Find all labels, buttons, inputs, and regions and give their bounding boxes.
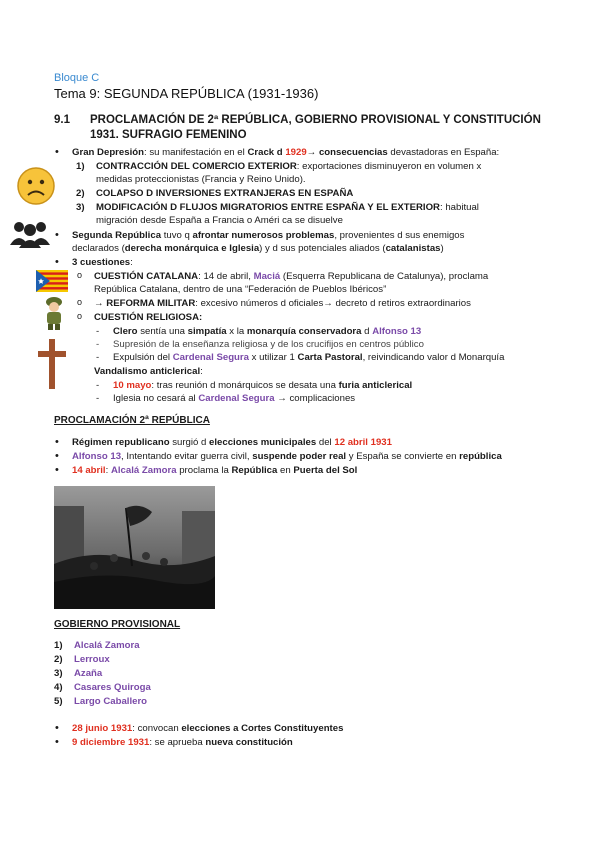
- item-text: : exportaciones disminuyeron en volumen x: [296, 161, 482, 172]
- text: elecciones a Cortes Constituyentes: [181, 723, 344, 734]
- reforma-militar: [94, 297, 471, 310]
- item-number: 4): [54, 682, 63, 693]
- cross-icon: [36, 339, 68, 389]
- text: Iglesia no cesará al: [113, 393, 199, 404]
- person-name: Casares Quiroga: [74, 682, 151, 693]
- person-name: Maciá: [253, 271, 281, 282]
- date: 9 diciembre 1931: [72, 737, 150, 748]
- text: CUESTIÓN CATALANA: [94, 271, 199, 282]
- text: Régimen republicano: [72, 437, 170, 448]
- person-name: Alcalá Zamora: [74, 640, 140, 651]
- text: , provenientes d sus enemigos: [334, 230, 465, 241]
- item-number: 5): [54, 696, 63, 707]
- text: x la: [226, 326, 247, 337]
- text: furia anticlerical: [338, 380, 413, 391]
- text: tuvo q: [161, 230, 193, 241]
- text: Puerta del Sol: [293, 465, 358, 476]
- religiosa-item-3: [113, 351, 504, 364]
- bloque-label: Bloque C: [54, 72, 100, 84]
- text: : se aprueba: [149, 737, 206, 748]
- text: :: [105, 465, 111, 476]
- text: monarquía conservadora: [246, 326, 362, 337]
- text: : 14 de abril,: [198, 271, 254, 282]
- person-name: Largo Caballero: [74, 696, 148, 707]
- depresion-bullet: [72, 146, 499, 159]
- text: , reivindicando valor d Monarquía: [362, 352, 505, 363]
- text: catalanistas: [385, 243, 441, 254]
- gobierno-member: [54, 681, 151, 694]
- text: : tras reunión d monárquicos se desata una: [151, 380, 339, 391]
- elecciones-item: [72, 722, 343, 735]
- arrow: →: [306, 147, 319, 158]
- date: 12 abril 1931: [334, 437, 392, 448]
- date: 28 junio 1931: [72, 723, 133, 734]
- text: → complicaciones: [274, 393, 356, 404]
- text: ): [440, 243, 444, 254]
- text: nueva constitución: [205, 737, 293, 748]
- text: CUESTIÓN RELIGIOSA:: [94, 312, 203, 323]
- depresion-term: Gran Depresión: [72, 147, 144, 158]
- gobierno-member: [54, 667, 103, 680]
- text: d: [361, 326, 373, 337]
- text: : su manifestación en el: [143, 147, 248, 158]
- sad-face-icon: [16, 166, 56, 206]
- item-number: 3): [76, 202, 85, 213]
- proclamacion-item-3: [72, 464, 357, 477]
- cuestiones-bullet: [72, 256, 133, 269]
- depresion-item-1: [76, 160, 482, 173]
- text: Clero: [113, 326, 138, 337]
- estelada-flag-icon: [36, 270, 68, 292]
- gobierno-title: GOBIERNO PROVISIONAL: [54, 619, 181, 630]
- person-name: Azaña: [74, 668, 103, 679]
- cuestion-catalana: [94, 270, 488, 283]
- tema-title: Tema 9: SEGUNDA REPÚBLICA (1931-1936): [54, 86, 319, 101]
- year: 1929: [285, 147, 307, 158]
- vandalismo-item-2: [113, 392, 355, 405]
- text: Expulsión del: [113, 352, 173, 363]
- text: consecuencias: [318, 147, 388, 158]
- proclamacion-item-2: [72, 450, 502, 463]
- section-title: PROCLAMACIÓN DE 2ª REPÚBLICA, GOBIERNO PROVISIONAL Y CONSTITUCIÓN 1931. SUFRAGIO FEMENINO: [90, 114, 541, 141]
- item-title: COLAPSO D INVERSIONES EXTRANJERAS EN ESPAÑA: [96, 188, 354, 199]
- text: :: [200, 366, 203, 377]
- item-number: 2): [76, 188, 85, 199]
- text: Vandalismo anticlerical: [94, 366, 201, 377]
- depresion-item-3-cont: migración desde España a Francia o Améri ca se disuelve: [96, 215, 343, 226]
- gobierno-member: [54, 639, 140, 652]
- text: derecha monárquica e Iglesia: [124, 243, 260, 254]
- arrow: →: [94, 298, 107, 309]
- text: en: [277, 465, 294, 476]
- text: devastadoras en España:: [387, 147, 500, 158]
- text: República: [231, 465, 278, 476]
- text: surgió d: [169, 437, 210, 448]
- vandalismo-title: [94, 365, 203, 378]
- segunda-bullet: [72, 229, 464, 242]
- religiosa-item-2: - Supresión de la enseñanza religiosa y de los crucifijos en centros público: [113, 338, 424, 351]
- item-number: 1): [54, 640, 63, 651]
- cuestion-catalana-cont: República Catalana, dentro de una “Federación de Pueblos Ibéricos”: [94, 284, 387, 295]
- item-title: MODIFICACIÓN D FLUJOS MIGRATORIOS ENTRE ESPAÑA Y EL EXTERIOR: [96, 202, 440, 213]
- depresion-item-1-cont: medidas proteccionistas (Francia y Reino Unido).: [96, 174, 306, 185]
- text: , Intentando evitar guerra civil,: [121, 451, 253, 462]
- item-number: 3): [54, 668, 63, 679]
- text: ) y d sus potenciales aliados (: [259, 243, 386, 254]
- proclamacion-title: PROCLAMACIÓN 2ª REPÚBLICA: [54, 415, 210, 426]
- item-number: 1): [76, 161, 85, 172]
- person-name: Alcalá Zamora: [110, 465, 177, 476]
- historical-photo: [54, 486, 215, 609]
- text: sentía una: [137, 326, 188, 337]
- text: elecciones municipales: [209, 437, 317, 448]
- gobierno-member: [54, 695, 148, 708]
- religiosa-item-1: [113, 325, 421, 338]
- people-group-icon: [8, 218, 52, 248]
- text: REFORMA MILITAR: [106, 298, 196, 309]
- person-name: Alfonso 13: [72, 451, 122, 462]
- text: x utilizar 1: [248, 352, 298, 363]
- gobierno-member: [54, 653, 110, 666]
- section-number: 9.1: [54, 114, 70, 126]
- depresion-item-2: [76, 187, 354, 200]
- date: 14 abril: [72, 465, 106, 476]
- vandalismo-item-1: [113, 379, 412, 392]
- cuestion-religiosa: [94, 311, 202, 324]
- text: y España se convierte en: [346, 451, 460, 462]
- segunda-cont: [72, 242, 444, 255]
- person-name: Alfonso 13: [372, 326, 422, 337]
- date: 10 mayo: [113, 380, 152, 391]
- text: :: [130, 257, 133, 268]
- item-title: CONTRACCIÓN DEL COMERCIO EXTERIOR: [96, 161, 297, 172]
- text: del: [316, 437, 335, 448]
- person-name: Cardenal Segura: [172, 352, 249, 363]
- person-name: Cardenal Segura: [198, 393, 275, 404]
- text: simpatía: [187, 326, 227, 337]
- text: afrontar numerosos problemas: [192, 230, 335, 241]
- text: suspende poder real: [252, 451, 347, 462]
- soldier-icon: [42, 296, 66, 330]
- proclamacion-item-1: [72, 436, 392, 449]
- constitucion-item: [72, 736, 293, 749]
- text: Carta Pastoral: [297, 352, 363, 363]
- item-number: 2): [54, 654, 63, 665]
- text: : excesivo números d oficiales→ decreto d retiros extraordinarios: [195, 298, 471, 309]
- text: 3 cuestiones: [72, 257, 131, 268]
- text: proclama la: [176, 465, 232, 476]
- text: república: [459, 451, 502, 462]
- text: (Esquerra Republicana de Catalunya), proclama: [280, 271, 489, 282]
- text: declarados (: [72, 243, 125, 254]
- text: : convocan: [132, 723, 182, 734]
- item-text: : habitual: [440, 202, 479, 213]
- person-name: Lerroux: [74, 654, 110, 665]
- text: Crack d: [247, 147, 286, 158]
- depresion-item-3: [76, 201, 479, 214]
- text: Segunda República: [72, 230, 162, 241]
